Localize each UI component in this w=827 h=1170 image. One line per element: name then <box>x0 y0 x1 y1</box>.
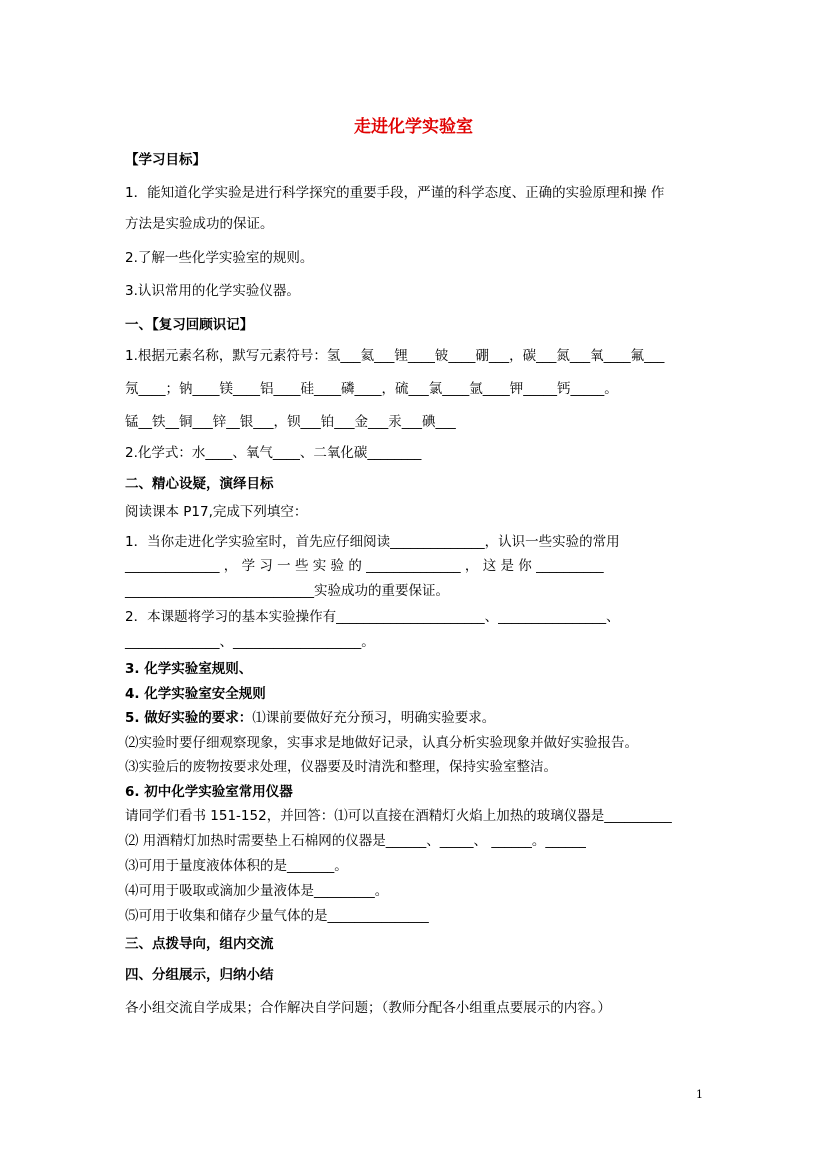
text-line: 2.了解一些化学实验室的规则。 <box>125 250 314 266</box>
text-line: 2.化学式：水____、氧气____、二氧化碳________ <box>125 445 422 461</box>
text-line: 一、【复习回顾识记】 <box>125 317 254 333</box>
text-line: 请同学们看书 151-152，并回答：⑴可以直接在酒精灯火焰上加热的玻璃仪器是__________ <box>125 808 672 824</box>
text-line: 锰__铁__铜___锌__银___，钡___铂___金___汞___碘___ <box>125 414 456 430</box>
text-line: 1.根据元素名称，默写元素符号：氢___氦___锂____铍____硼___，碳___氮___氧____氟___ <box>125 348 665 364</box>
text-line: 3. 化学实验室规则、 <box>125 661 253 677</box>
text-line: ⑶实验后的废物按要求处理，仪器要及时清洗和整理，保持实验室整洁。 <box>125 759 557 775</box>
text-line: 2．本课题将学习的基本实验操作有______________________、________________、 <box>125 609 620 625</box>
text-line: ⑵实验时要仔细观察现象，实事求是地做好记录，认真分析实验现象并做好实验报告。 <box>125 735 638 751</box>
text-line: ⑷可用于吸取或滴加少量液体是_________。 <box>125 883 389 899</box>
text-line: ⑵ 用酒精灯加热时需要垫上石棉网的仪器是______、_____、 ______。______ <box>125 833 586 849</box>
text-line: 5. 做好实验的要求：⑴课前要做好充分预习，明确实验要求。 <box>125 710 496 726</box>
text-line: 阅读课本 P17,完成下列填空： <box>125 504 308 520</box>
text-line: 氖____；钠____镁____铝____硅____磷____，硫___氯____氩____钾_____钙_____。 <box>125 381 618 397</box>
text-line: 三、点拨导向，组内交流 <box>125 936 274 952</box>
text-line: ______________ ， 学 习 一 些 实 验 的 ______________ ， 这 是 你 __________ <box>125 558 604 574</box>
text-line: 四、分组展示，归纳小结 <box>125 967 274 983</box>
text-line: 1．能知道化学实验是进行科学探究的重要手段，严谨的科学态度、正确的实验原理和操 作 <box>125 185 665 201</box>
document-title: 走进化学实验室 <box>354 117 473 137</box>
text-line: ______________、___________________。 <box>125 634 375 650</box>
text-line: ⑸可用于收集和储存少量气体的是_______________ <box>125 908 429 924</box>
text-line: 1．当你走进化学实验室时，首先应仔细阅读______________，认识一些实验的常用 <box>125 534 620 550</box>
text-line: ⑶可用于量度液体体积的是_______。 <box>125 858 348 874</box>
text-line: ____________________________实验成功的重要保证。 <box>125 583 449 599</box>
text-line: 【学习目标】 <box>125 152 206 168</box>
page-number: 1 <box>696 1088 703 1101</box>
text-line: 4. 化学实验室安全规则 <box>125 686 266 702</box>
text-line: 3.认识常用的化学实验仪器。 <box>125 283 300 299</box>
text-line: 6. 初中化学实验室常用仪器 <box>125 784 293 800</box>
text-line: 各小组交流自学成果；合作解决自学问题；（教师分配各小组重点要展示的内容。） <box>125 1000 611 1016</box>
text-line: 方法是实验成功的保证。 <box>125 216 274 232</box>
text-line: 二、精心设疑，演绎目标 <box>125 476 274 492</box>
